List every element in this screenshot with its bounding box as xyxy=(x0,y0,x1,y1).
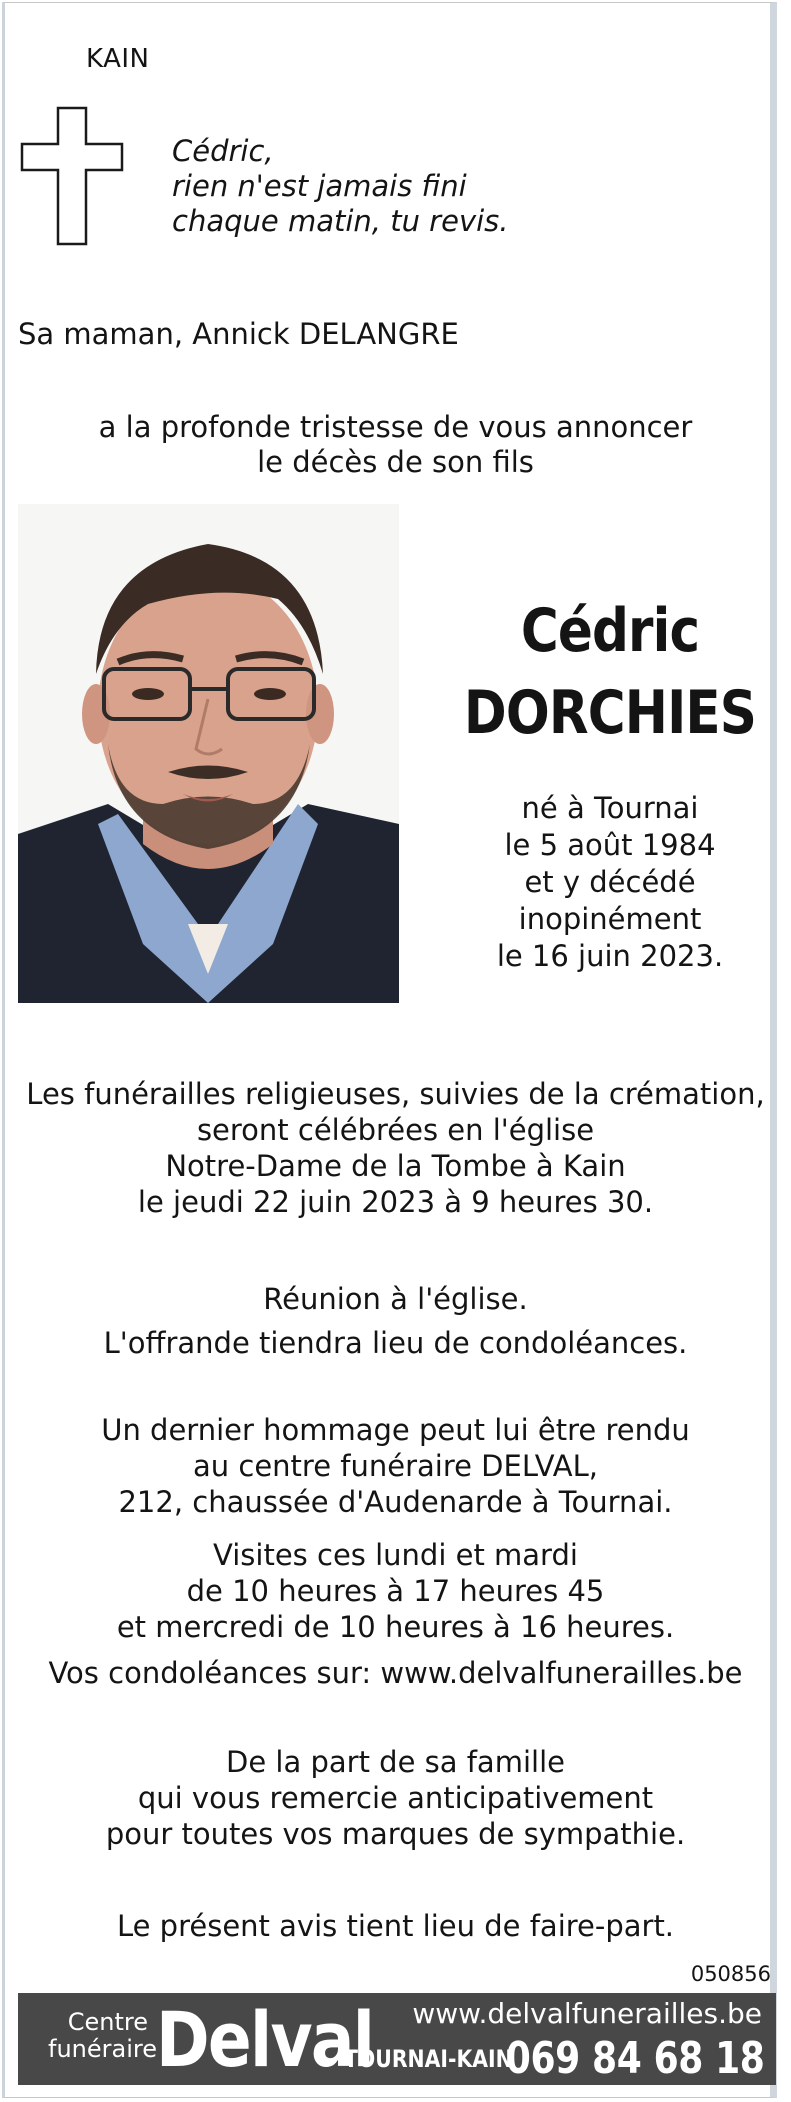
centre-label xyxy=(48,2008,157,2063)
family-info xyxy=(0,1744,791,1852)
cross-icon xyxy=(20,106,124,246)
family-line: De la part de sa famille xyxy=(226,1745,565,1779)
portrait-photo xyxy=(18,504,399,1003)
reference-number: 050856 xyxy=(690,1962,771,1986)
meeting-line: L'offrande tiendra lieu de condoléances. xyxy=(103,1326,688,1360)
verse-line: Cédric, xyxy=(172,134,274,168)
bio-line: le 16 juin 2023. xyxy=(496,939,724,973)
meeting-line: Réunion à l'église. xyxy=(263,1282,528,1316)
city-location: TOURNAI-KAIN xyxy=(344,2045,513,2073)
tribute-line: 212, chaussée d'Audenarde à Tournai. xyxy=(118,1485,673,1519)
funeral-line: seront célébrées en l'église xyxy=(196,1113,595,1147)
announcement xyxy=(0,410,791,480)
notice-text: Le présent avis tient lieu de faire-part. xyxy=(116,1909,675,1943)
last-name: DORCHIES xyxy=(463,678,757,748)
funeral-home-banner xyxy=(18,1993,776,2085)
website-link[interactable]: www.delvalfunerailles.be xyxy=(412,1997,762,2030)
verse-line: rien n'est jamais fini xyxy=(172,169,467,203)
verse-line: chaque matin, tu revis. xyxy=(172,204,509,238)
visits-line: Visites ces lundi et mardi xyxy=(213,1538,578,1572)
brand-logo: Delval xyxy=(156,1995,374,2084)
funeral-info xyxy=(0,1076,791,1220)
portrait-illustration xyxy=(18,504,399,1003)
deceased-name xyxy=(464,590,756,754)
first-name: Cédric xyxy=(520,596,700,666)
visits-line: et mercredi de 10 heures à 16 heures. xyxy=(116,1610,675,1644)
bio-line: inopinément xyxy=(518,902,702,936)
tribute-info xyxy=(0,1412,791,1520)
condolences-text: Vos condoléances sur: www.delvalfunerailles.be xyxy=(48,1656,743,1690)
mother-line: Sa maman, Annick DELANGRE xyxy=(18,317,459,351)
phone-number[interactable]: 069 84 68 18 xyxy=(505,2033,764,2084)
announce-line: a la profonde tristesse de vous annoncer xyxy=(98,410,693,444)
tribute-line: au centre funéraire DELVAL, xyxy=(193,1449,598,1483)
announce-line: le décès de son fils xyxy=(257,445,534,479)
condolences-line xyxy=(0,1653,791,1693)
tribute-line: Un dernier hommage peut lui être rendu xyxy=(101,1413,690,1447)
funeral-line: Notre-Dame de la Tombe à Kain xyxy=(165,1149,626,1183)
family-line: qui vous remercie anticipativement xyxy=(137,1781,654,1815)
centre-line: funéraire xyxy=(48,2035,157,2063)
birth-death-info xyxy=(460,790,760,975)
city-label: KAIN xyxy=(86,44,150,74)
centre-line: Centre xyxy=(67,2008,148,2036)
funeral-line: Les funérailles religieuses, suivies de la crémation, xyxy=(26,1077,765,1111)
meeting-info xyxy=(0,1277,791,1365)
funeral-line: le jeudi 22 juin 2023 à 9 heures 30. xyxy=(137,1185,654,1219)
bio-line: né à Tournai xyxy=(521,791,699,825)
bio-line: le 5 août 1984 xyxy=(504,828,716,862)
visits-info xyxy=(0,1537,791,1645)
bio-line: et y décédé xyxy=(524,865,696,899)
notice-line xyxy=(0,1908,791,1944)
family-line: pour toutes vos marques de sympathie. xyxy=(105,1817,686,1851)
memorial-verse xyxy=(172,134,509,239)
visits-line: de 10 heures à 17 heures 45 xyxy=(186,1574,605,1608)
